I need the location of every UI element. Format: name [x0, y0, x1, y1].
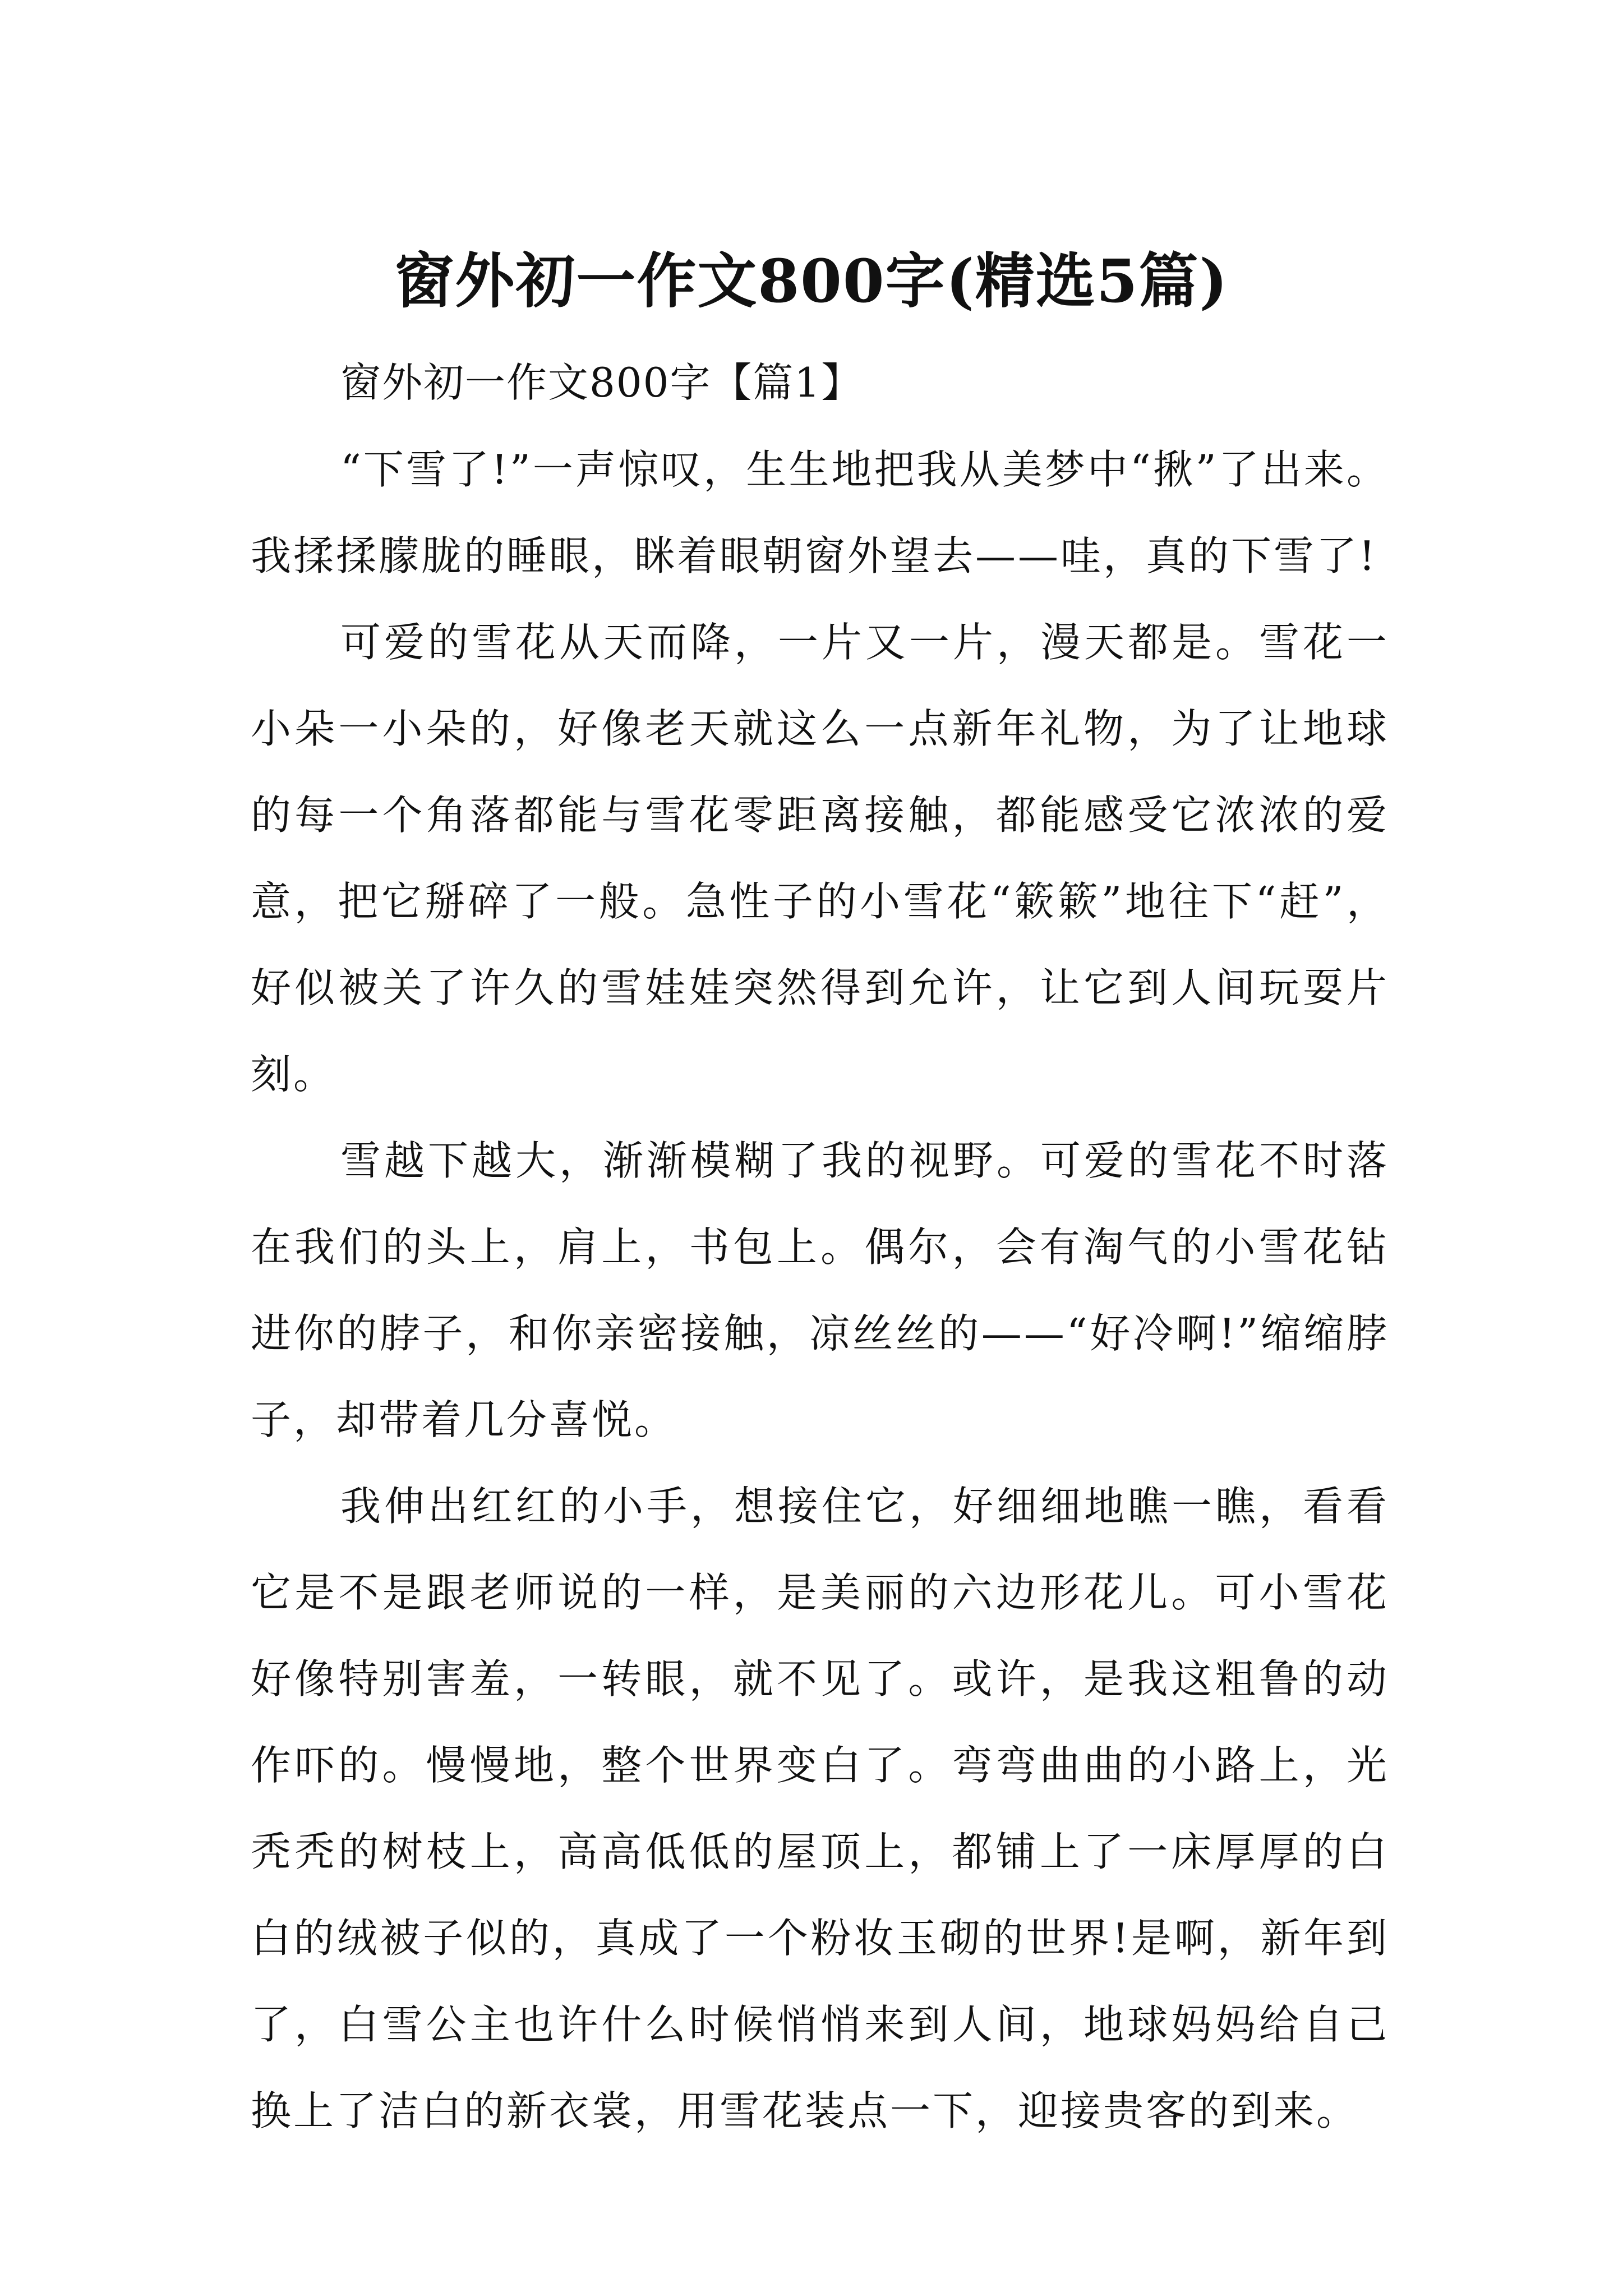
document-body	[251, 339, 1389, 2154]
paragraph-1: “下雪了!”一声惊叹，生生地把我从美梦中“揪”了出来。我揉揉朦胧的睡眼，眯着眼朝窗外望去——哇，真的下雪了!	[251, 446, 1389, 579]
paragraph-3: 雪越下越大，渐渐模糊了我的视野。可爱的雪花不时落在我们的头上，肩上，书包上。偶尔，会有淘气的小雪花钻进你的脖子，和你亲密接触，凉丝丝的——“好冷啊!”缩缩脖子，却带着几分喜悦。	[251, 1137, 1389, 1443]
paragraph-4: 我伸出红红的小手，想接住它，好细细地瞧一瞧，看看它是不是跟老师说的一样，是美丽的六边形花儿。可小雪花好像特别害羞，一转眼，就不见了。或许，是我这粗鲁的动作吓的。慢慢地，整个世界变白了。弯弯曲曲的小路上，光秃秃的树枝上，高高低低的屋顶上，都铺上了一床厚厚的白白的绒被子似的，真成了一个粉妆玉砌的世界!是啊，新年到了，白雪公主也许什么时候悄悄来到人间，地球妈妈给自己换上了洁白的新衣裳，用雪花装点一下，迎接贵客的到来。	[251, 1483, 1389, 2134]
paragraph-2: 可爱的雪花从天而降，一片又一片，漫天都是。雪花一小朵一小朵的，好像老天就这么一点新年礼物，为了让地球的每一个角落都能与雪花零距离接触，都能感受它浓浓的爱意，把它掰碎了一般。急性子的小雪花“簌簌”地往下“赶”，好似被关了许久的雪娃娃突然得到允许，让它到人间玩耍片刻。	[251, 619, 1389, 1098]
document-title: 窗外初一作文800字(精选5篇)	[394, 246, 1229, 316]
section-heading: 窗外初一作文800字【篇1】	[340, 359, 863, 406]
